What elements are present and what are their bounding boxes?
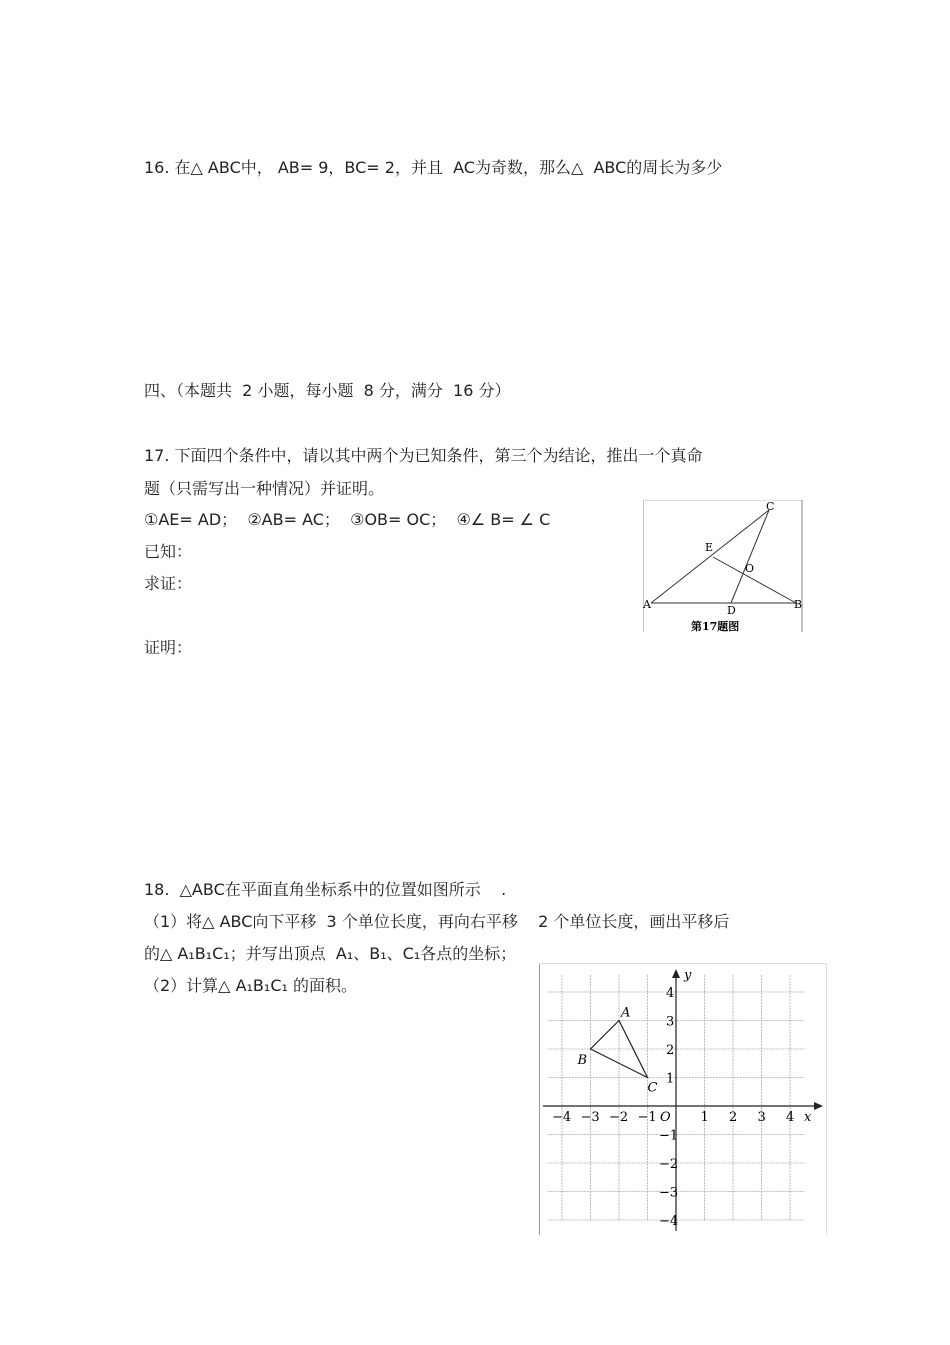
given-label: 已知： — [144, 542, 193, 561]
section-heading: 四、（本题共 2 小题，每小题 8 分，满分 16 分） — [144, 381, 511, 400]
x-tick-label: −3 — [580, 1110, 600, 1125]
vertex-label: C — [647, 1080, 658, 1096]
x-tick-label: 1 — [700, 1110, 709, 1125]
y-tick-label: 3 — [666, 1014, 675, 1030]
question-18-line1: 18. △ABC在平面直角坐标系中的位置如图所示 . — [144, 880, 507, 899]
y-tick-label: −1 — [659, 1128, 679, 1144]
question-18-line2: （1）将△ ABC向下平移 3 个单位长度，再向右平移 2 个单位长度，画出平移后 — [144, 912, 730, 931]
x-axis-label: x — [804, 1110, 812, 1125]
x-tick-label: 4 — [786, 1110, 795, 1125]
point-label-e: E — [705, 541, 714, 554]
point-label-a: A — [643, 598, 651, 611]
triangle-figure — [643, 500, 803, 632]
x-tick-label: 2 — [729, 1110, 738, 1125]
x-tick-label: −1 — [637, 1110, 657, 1125]
question-17-line1: 17. 下面四个条件中，请以其中两个为已知条件，第三个为结论，推出一个真命 — [144, 446, 703, 465]
question-16-text: 16. 在△ ABC中， AB= 9，BC= 2，并且 AC为奇数，那么△ ABC的周长为多少 — [144, 158, 723, 177]
coordinate-plane — [539, 963, 827, 1235]
y-tick-label: 2 — [666, 1043, 675, 1058]
y-axis-label: y — [684, 968, 692, 983]
question-18-line3: 的△ A₁B₁C₁；并写出顶点 A₁、B₁、C₁各点的坐标； — [144, 944, 517, 963]
y-tick-label: 1 — [666, 1071, 675, 1087]
y-tick-label: −3 — [659, 1185, 679, 1201]
prove-label: 求证： — [144, 574, 193, 593]
x-tick-label: −4 — [552, 1110, 572, 1125]
point-label-b: B — [794, 598, 803, 611]
segment-be — [713, 557, 796, 603]
point-label-d: D — [727, 604, 736, 617]
y-tick-label: −2 — [659, 1157, 679, 1172]
y-tick-label: 4 — [666, 986, 675, 1001]
segment-cd — [731, 510, 769, 603]
question-17-conditions: ①AE= AD； ②AB= AC； ③OB= OC； ④∠ B= ∠ C — [144, 510, 551, 529]
y-tick-label: −4 — [659, 1214, 679, 1229]
origin-label: O — [660, 1110, 671, 1125]
x-tick-label: −2 — [609, 1110, 629, 1125]
question-17-line2: 题（只需写出一种情况）并证明。 — [144, 479, 385, 498]
coordinate-graph — [539, 963, 827, 1235]
x-tick-label: 3 — [757, 1110, 766, 1125]
vertex-label: A — [621, 1005, 631, 1021]
figure-17 — [643, 500, 803, 632]
proof-label: 证明： — [144, 638, 193, 657]
question-18-line4: （2）计算△ A₁B₁C₁ 的面积。 — [144, 976, 357, 995]
y-axis-arrow-icon — [672, 969, 680, 978]
vertex-label: B — [577, 1053, 588, 1068]
figure-caption: 第17题图 — [691, 620, 740, 632]
segment-ac — [651, 510, 769, 603]
point-label-c: C — [766, 500, 775, 513]
point-label-o: O — [745, 562, 755, 575]
x-axis-arrow-icon — [814, 1102, 823, 1110]
